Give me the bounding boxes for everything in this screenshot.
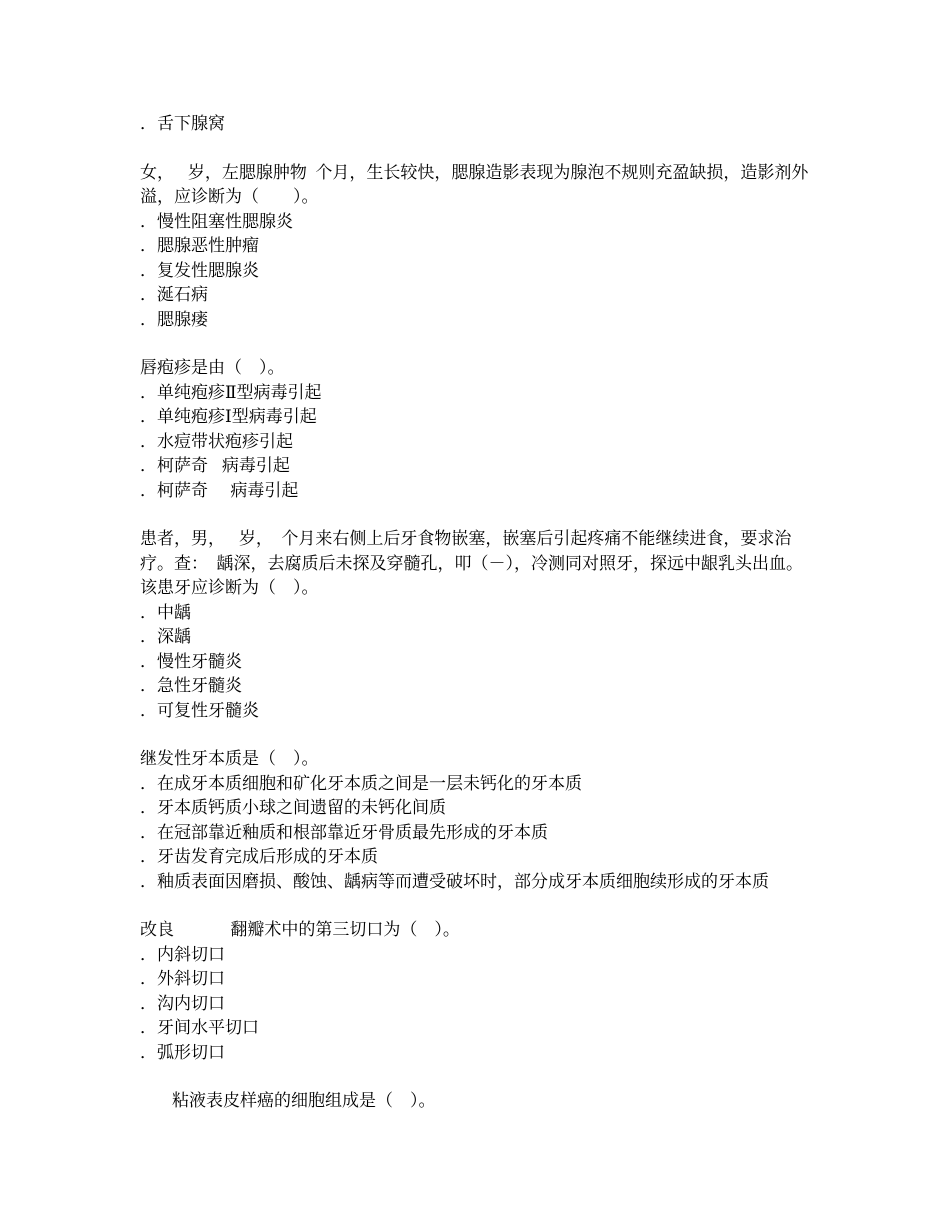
question-5 <box>140 918 815 1065</box>
question-text: 改良 翻瓣术中的第三切口为（ ）。 <box>140 920 460 940</box>
option-a: ．在成牙本质细胞和矿化牙本质之间是一层未钙化的牙本质 <box>140 773 582 794</box>
question-4 <box>140 747 815 894</box>
question-text: 患者，男， 岁， 个月来右侧上后牙食物嵌塞，嵌塞后引起疼痛不能继续进食，要求治疗。查： 龋深，去腐质后未探及穿髓孔，叩（－），冷测同对照牙，探远中龈乳头出血。该患牙应诊断为（ ）。 <box>140 529 803 598</box>
option-c: ．复发性腮腺炎 <box>140 260 259 281</box>
option-c: ．沟内切口 <box>140 993 225 1014</box>
option-e: ．釉质表面因磨损、酸蚀、龋病等而遭受破坏时，部分成牙本质细胞续形成的牙本质 <box>140 871 769 892</box>
option-a: ．慢性阻塞性腮腺炎 <box>140 211 293 232</box>
option-d: ．急性牙髓炎 <box>140 676 242 696</box>
option-d: ．牙间水平切口 <box>140 1018 259 1038</box>
option-e: ．柯萨奇 病毒引起 <box>140 480 299 501</box>
option-d: ．牙齿发育完成后形成的牙本质 <box>140 847 378 867</box>
option-c: ．在冠部靠近釉质和根部靠近牙骨质最先形成的牙本质 <box>140 822 548 843</box>
question-text: 女， 岁，左腮腺肿物 个月，生长较快，腮腺造影表现为腺泡不规则充盈缺损，造影剂外溢，应诊断为（ ）。 <box>140 162 809 207</box>
option-a: ．单纯疱疹Ⅱ型病毒引起 <box>140 382 322 403</box>
option-e: ．弧形切口 <box>140 1042 225 1063</box>
option-b: ．牙本质钙质小球之间遗留的未钙化间质 <box>140 798 446 818</box>
leading-option: ．舌下腺窝 <box>140 114 225 134</box>
option-d: ．涎石病 <box>140 285 208 305</box>
option-b: ．单纯疱疹Ⅰ型病毒引起 <box>140 407 317 427</box>
question-text: 唇疱疹是由（ ）。 <box>140 358 285 378</box>
option-a: ．内斜切口 <box>140 944 225 965</box>
question-text: 粘液表皮样癌的细胞组成是（ ）。 <box>172 1091 436 1111</box>
question-6 <box>140 1089 815 1114</box>
option-c: ．水痘带状疱疹引起 <box>140 431 293 452</box>
question-3 <box>140 527 815 723</box>
document-page <box>140 112 815 1114</box>
question-text: 继发性牙本质是（ ）。 <box>140 749 319 769</box>
question-2 <box>140 356 815 503</box>
option-d: ．柯萨奇 病毒引起 <box>140 456 290 476</box>
option-e: ．腮腺瘘 <box>140 309 208 330</box>
option-b: ．外斜切口 <box>140 969 225 989</box>
option-c: ．慢性牙髓炎 <box>140 651 242 672</box>
option-a: ．中龋 <box>140 602 191 623</box>
option-e: ．可复性牙髓炎 <box>140 700 259 721</box>
option-b: ．腮腺恶性肿瘤 <box>140 236 259 256</box>
question-1 <box>140 161 815 333</box>
option-b: ．深龋 <box>140 627 191 647</box>
